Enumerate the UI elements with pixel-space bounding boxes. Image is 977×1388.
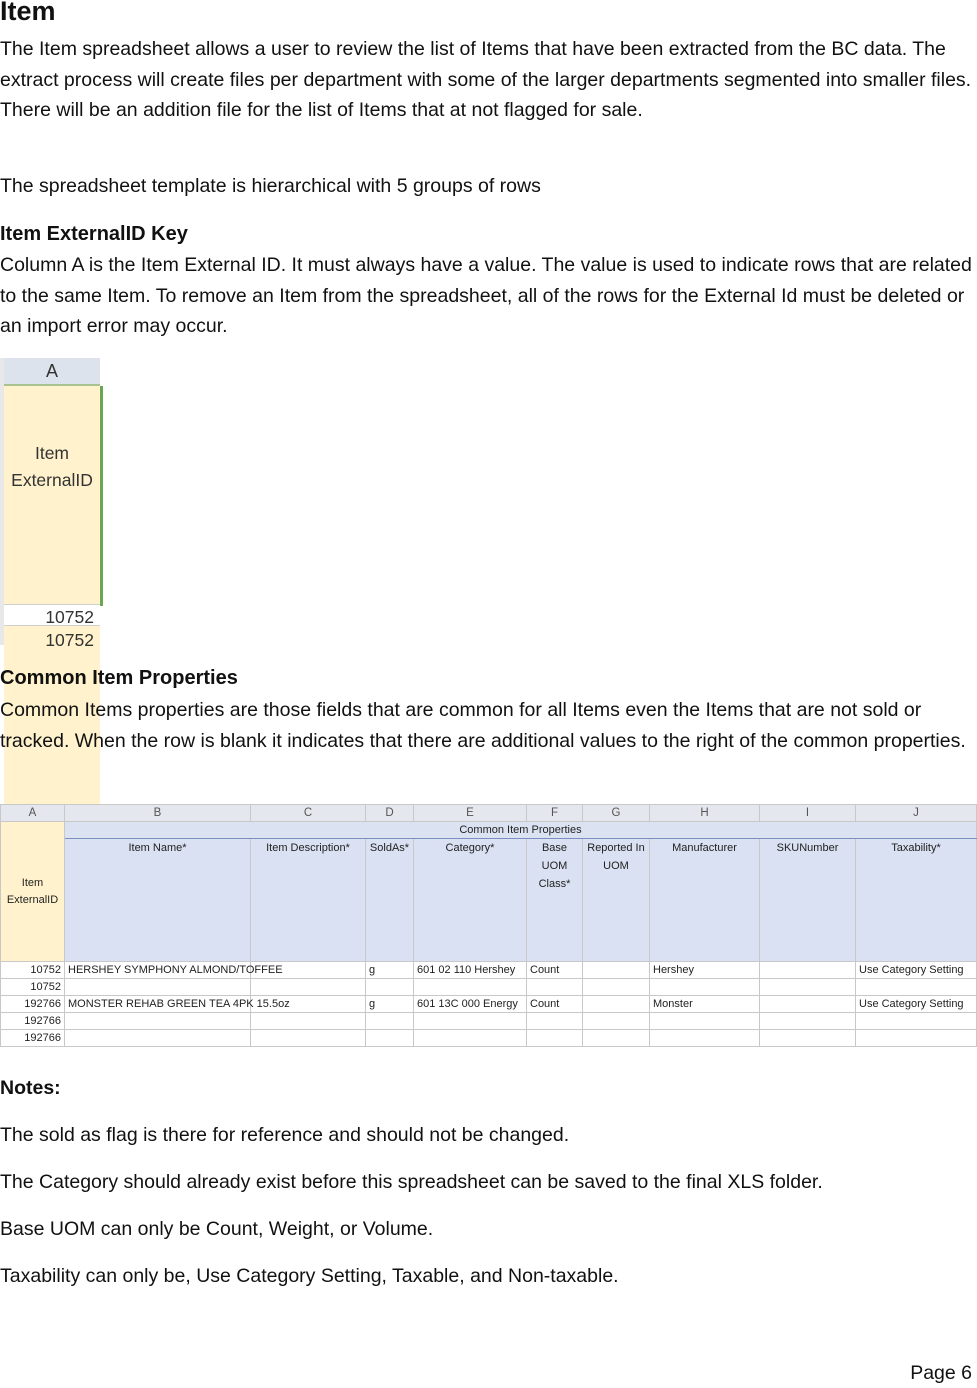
page-number: Page 6 [910, 1362, 972, 1384]
table-cell [583, 1013, 650, 1030]
table-cell [414, 979, 527, 996]
external-id-cell: 192766 [1, 1030, 65, 1047]
table-row [1, 1030, 977, 1047]
table-cell: Count [527, 962, 583, 979]
table-cell [650, 979, 760, 996]
column-letter: G [583, 805, 650, 822]
table-cell: Monster [650, 996, 760, 1013]
excel-column-letters-row [1, 805, 977, 822]
column-letter: E [414, 805, 527, 822]
intro-paragraph: The Item spreadsheet allows a user to review the list of Items that have been extracted from the BC data. The extract process will create files per department with some of the larger departments segmented into smaller files. There will be an addition file for the list of Items that at not flagged for sale. [0, 38, 972, 121]
externalid-header-text [4, 440, 100, 494]
column-letter: J [856, 805, 977, 822]
table-cell: MONSTER REHAB GREEN TEA 4PK 15.5oz [65, 996, 251, 1013]
table-cell: Use Category Setting [856, 996, 977, 1013]
group-header-row [1, 822, 977, 839]
table-cell: Use Category Setting [856, 962, 977, 979]
table-cell [414, 1013, 527, 1030]
table-cell [527, 1030, 583, 1047]
excel-table [0, 804, 977, 1047]
table-row [1, 1013, 977, 1030]
table-cell [760, 1013, 856, 1030]
table-cell [366, 1013, 414, 1030]
field-header: Item Description* [251, 839, 366, 962]
note-item: Taxability can only be, Use Category Setting, Taxable, and Non-taxable. [0, 1265, 619, 1287]
external-id-cell: 10752 [1, 979, 65, 996]
column-letter: D [366, 805, 414, 822]
column-letter: B [65, 805, 251, 822]
table-cell [251, 979, 366, 996]
table-cell [251, 1030, 366, 1047]
table-cell [583, 979, 650, 996]
item-externalid-excel-snippet [0, 358, 104, 650]
common-section-paragraph: Common Items properties are those fields that are common for all Items even the Items that are not sold or tracked. When the row is blank it indicates that there are additional values to the right of the common properties. [0, 699, 966, 752]
table-cell [65, 1013, 251, 1030]
excel-id-row: 10752 [4, 604, 100, 626]
notes-heading: Notes: [0, 1077, 61, 1099]
field-header: SoldAs* [366, 839, 414, 962]
table-cell [583, 1030, 650, 1047]
table-cell: Hershey [650, 962, 760, 979]
column-letter: F [527, 805, 583, 822]
table-cell [856, 1013, 977, 1030]
table-cell [856, 979, 977, 996]
external-id-cell: 192766 [1, 996, 65, 1013]
note-item: Base UOM can only be Count, Weight, or Volume. [0, 1218, 434, 1240]
table-cell: 601 02 110 Hershey [414, 962, 527, 979]
table-cell [760, 979, 856, 996]
external-id-cell: 192766 [1, 1013, 65, 1030]
table-cell [650, 1013, 760, 1030]
field-header: Taxability* [856, 839, 977, 962]
field-header: Base UOM Class* [527, 839, 583, 962]
column-letter: I [760, 805, 856, 822]
table-cell [856, 1030, 977, 1047]
table-cell [65, 979, 251, 996]
common-properties-excel-table [0, 804, 976, 1054]
table-cell: Count [527, 996, 583, 1013]
excel-data-rows [1, 962, 977, 1047]
table-cell [760, 1030, 856, 1047]
column-letter: C [251, 805, 366, 822]
key-section-paragraph: Column A is the Item External ID. It must always have a value. The value is used to indicate rows that are related to the same Item. To remove an Item from the spreadsheet, all of the rows for the External Id must be deleted or an import error may occur. [0, 254, 972, 337]
key-section-heading: Item ExternalID Key [0, 223, 188, 245]
table-row [1, 996, 977, 1013]
table-cell [583, 996, 650, 1013]
column-letter: A [1, 805, 65, 822]
field-header: Reported In UOM [583, 839, 650, 962]
excel-selection-border [100, 386, 103, 606]
page-title: Item [0, 0, 56, 26]
table-cell: g [366, 996, 414, 1013]
note-item: The Category should already exist before this spreadsheet can be saved to the final XLS folder. [0, 1171, 823, 1193]
table-cell [414, 1030, 527, 1047]
excel-id-row: 10752 [45, 630, 94, 650]
table-cell [366, 979, 414, 996]
externalid-header-line1: Item [34, 443, 70, 463]
table-cell [251, 1013, 366, 1030]
externalid-header-cell: Item ExternalID [1, 822, 65, 962]
table-cell [650, 1030, 760, 1047]
field-header: Category* [414, 839, 527, 962]
table-cell [65, 1030, 251, 1047]
table-cell: HERSHEY SYMPHONY ALMOND/TOFFEE [65, 962, 251, 979]
excel-column-letter: A [4, 358, 100, 386]
external-id-cell: 10752 [1, 962, 65, 979]
table-cell [760, 996, 856, 1013]
table-row [1, 979, 977, 996]
table-cell [527, 979, 583, 996]
field-header: SKUNumber [760, 839, 856, 962]
table-cell [366, 1030, 414, 1047]
common-section-heading: Common Item Properties [0, 667, 238, 689]
table-cell [527, 1013, 583, 1030]
table-cell [760, 962, 856, 979]
hierarchy-paragraph: The spreadsheet template is hierarchical with 5 groups of rows [0, 175, 541, 197]
note-item: The sold as flag is there for reference and should not be changed. [0, 1124, 570, 1146]
common-item-properties-group: Common Item Properties [65, 822, 977, 839]
table-cell: 601 13C 000 Energy [414, 996, 527, 1013]
column-letter: H [650, 805, 760, 822]
field-header: Item Name* [65, 839, 251, 962]
field-header-row [1, 839, 977, 962]
externalid-header-line2: ExternalID [11, 470, 93, 490]
field-header: Manufacturer [650, 839, 760, 962]
table-cell [583, 962, 650, 979]
table-row [1, 962, 977, 979]
table-cell: g [366, 962, 414, 979]
